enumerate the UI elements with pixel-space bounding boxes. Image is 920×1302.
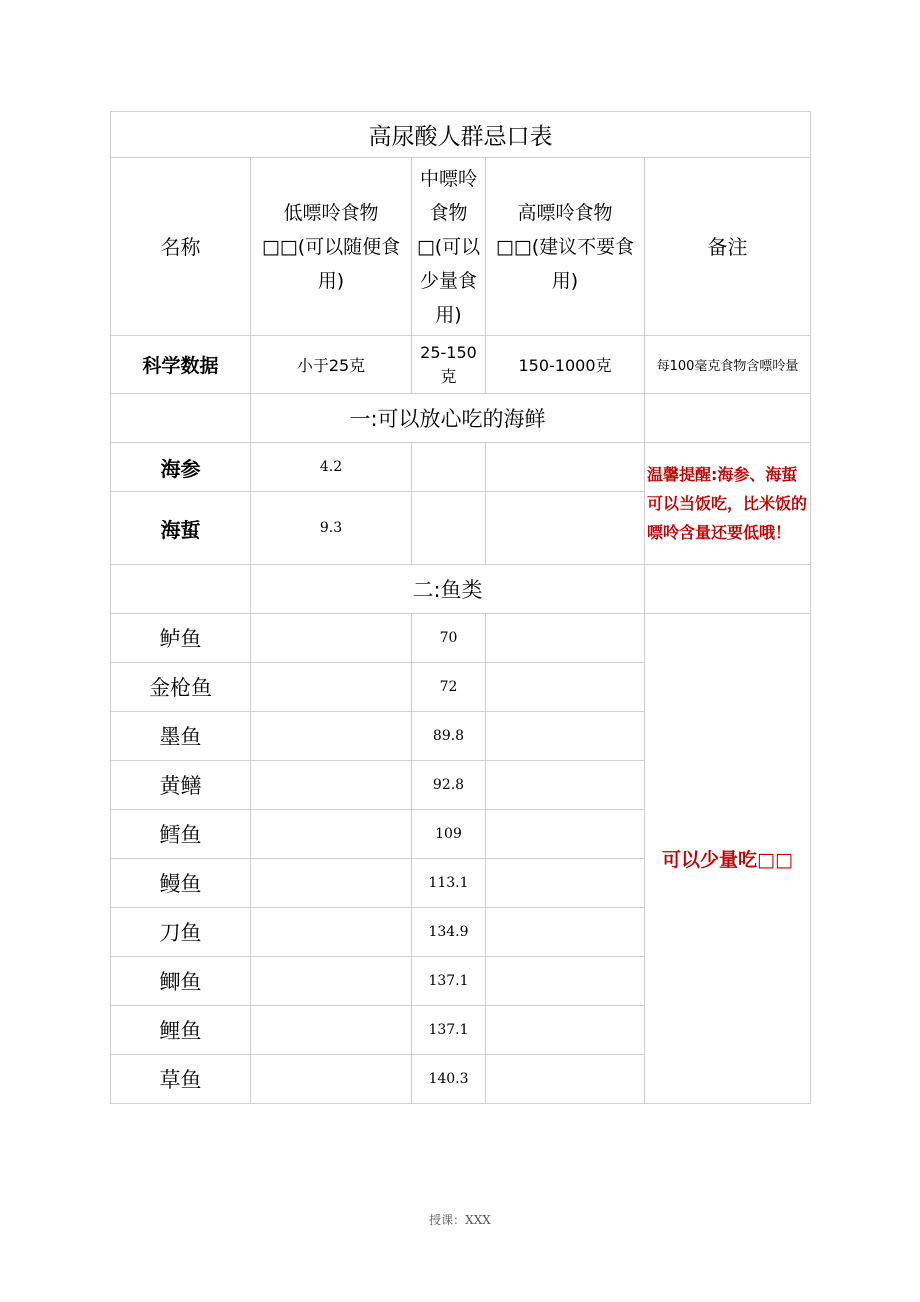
table-row-low — [251, 1055, 412, 1104]
table-row-low — [251, 1006, 412, 1055]
table-row-name: 海蜇 — [111, 492, 251, 565]
table-row-high — [486, 761, 645, 810]
table-row-high — [486, 1055, 645, 1104]
table-row-mid: 137.1 — [412, 1006, 486, 1055]
table-row-high — [486, 614, 645, 663]
table-row-mid: 89.8 — [412, 712, 486, 761]
table-row-mid: 109 — [412, 810, 486, 859]
science-mid: 25-150克 — [412, 336, 486, 394]
table-title: 高尿酸人群忌口表 — [111, 112, 811, 158]
table-row-low — [251, 908, 412, 957]
header-note: 备注 — [645, 158, 811, 336]
gout-diet-table — [110, 111, 811, 1104]
table-row-mid: 137.1 — [412, 957, 486, 1006]
table-row-high — [486, 492, 645, 565]
table-row-low: 9.3 — [251, 492, 412, 565]
table-row-name: 刀鱼 — [111, 908, 251, 957]
table-row-name: 金枪鱼 — [111, 663, 251, 712]
table-row-low — [251, 663, 412, 712]
table-row-low — [251, 614, 412, 663]
table-row-name: 鳗鱼 — [111, 859, 251, 908]
table-row-low — [251, 957, 412, 1006]
science-note: 每100毫克食物含嘌呤量 — [645, 336, 811, 394]
science-label: 科学数据 — [111, 336, 251, 394]
table-row-high — [486, 443, 645, 492]
page-footer: 授课：XXX — [429, 1213, 491, 1227]
table-row-mid: 72 — [412, 663, 486, 712]
table-row-high — [486, 859, 645, 908]
table-row-high — [486, 957, 645, 1006]
section1-blank — [111, 394, 251, 443]
table-row-name: 草鱼 — [111, 1055, 251, 1104]
table-row-mid: 70 — [412, 614, 486, 663]
table-row-mid: 113.1 — [412, 859, 486, 908]
header-low-purine: 低嘌呤食物□□(可以随便食用) — [251, 158, 412, 336]
seafood-tip: 温馨提醒:海参、海蜇可以当饭吃，比米饭的嘌呤含量还要低哦！ — [645, 443, 811, 565]
table-row-high — [486, 908, 645, 957]
table-row-name: 海参 — [111, 443, 251, 492]
section1-title: 一:可以放心吃的海鲜 — [251, 394, 645, 443]
fish-note: 可以少量吃□□ — [645, 614, 811, 1104]
table-row-low — [251, 761, 412, 810]
table-row-mid: 92.8 — [412, 761, 486, 810]
section2-blank — [111, 565, 251, 614]
table-row-low — [251, 712, 412, 761]
table-row-mid: 140.3 — [412, 1055, 486, 1104]
table-row-low: 4.2 — [251, 443, 412, 492]
section2-title: 二:鱼类 — [251, 565, 645, 614]
table-row-high — [486, 712, 645, 761]
table-row-high — [486, 663, 645, 712]
science-low: 小于25克 — [251, 336, 412, 394]
table-row-high — [486, 810, 645, 859]
table-row-name: 墨鱼 — [111, 712, 251, 761]
header-high-purine: 高嘌呤食物□□(建议不要食用) — [486, 158, 645, 336]
table-row-name: 鲫鱼 — [111, 957, 251, 1006]
table-row-mid — [412, 443, 486, 492]
header-mid-purine: 中嘌呤食物□(可以少量食用) — [412, 158, 486, 336]
header-name: 名称 — [111, 158, 251, 336]
table-row-name: 鳕鱼 — [111, 810, 251, 859]
table-row-high — [486, 1006, 645, 1055]
table-row-name: 黄鳝 — [111, 761, 251, 810]
table-row-name: 鲈鱼 — [111, 614, 251, 663]
science-high: 150-1000克 — [486, 336, 645, 394]
table-row-low — [251, 859, 412, 908]
section2-blank-note — [645, 565, 811, 614]
table-row-mid: 134.9 — [412, 908, 486, 957]
section1-blank-note — [645, 394, 811, 443]
table-row-mid — [412, 492, 486, 565]
table-row-low — [251, 810, 412, 859]
table-row-name: 鲤鱼 — [111, 1006, 251, 1055]
